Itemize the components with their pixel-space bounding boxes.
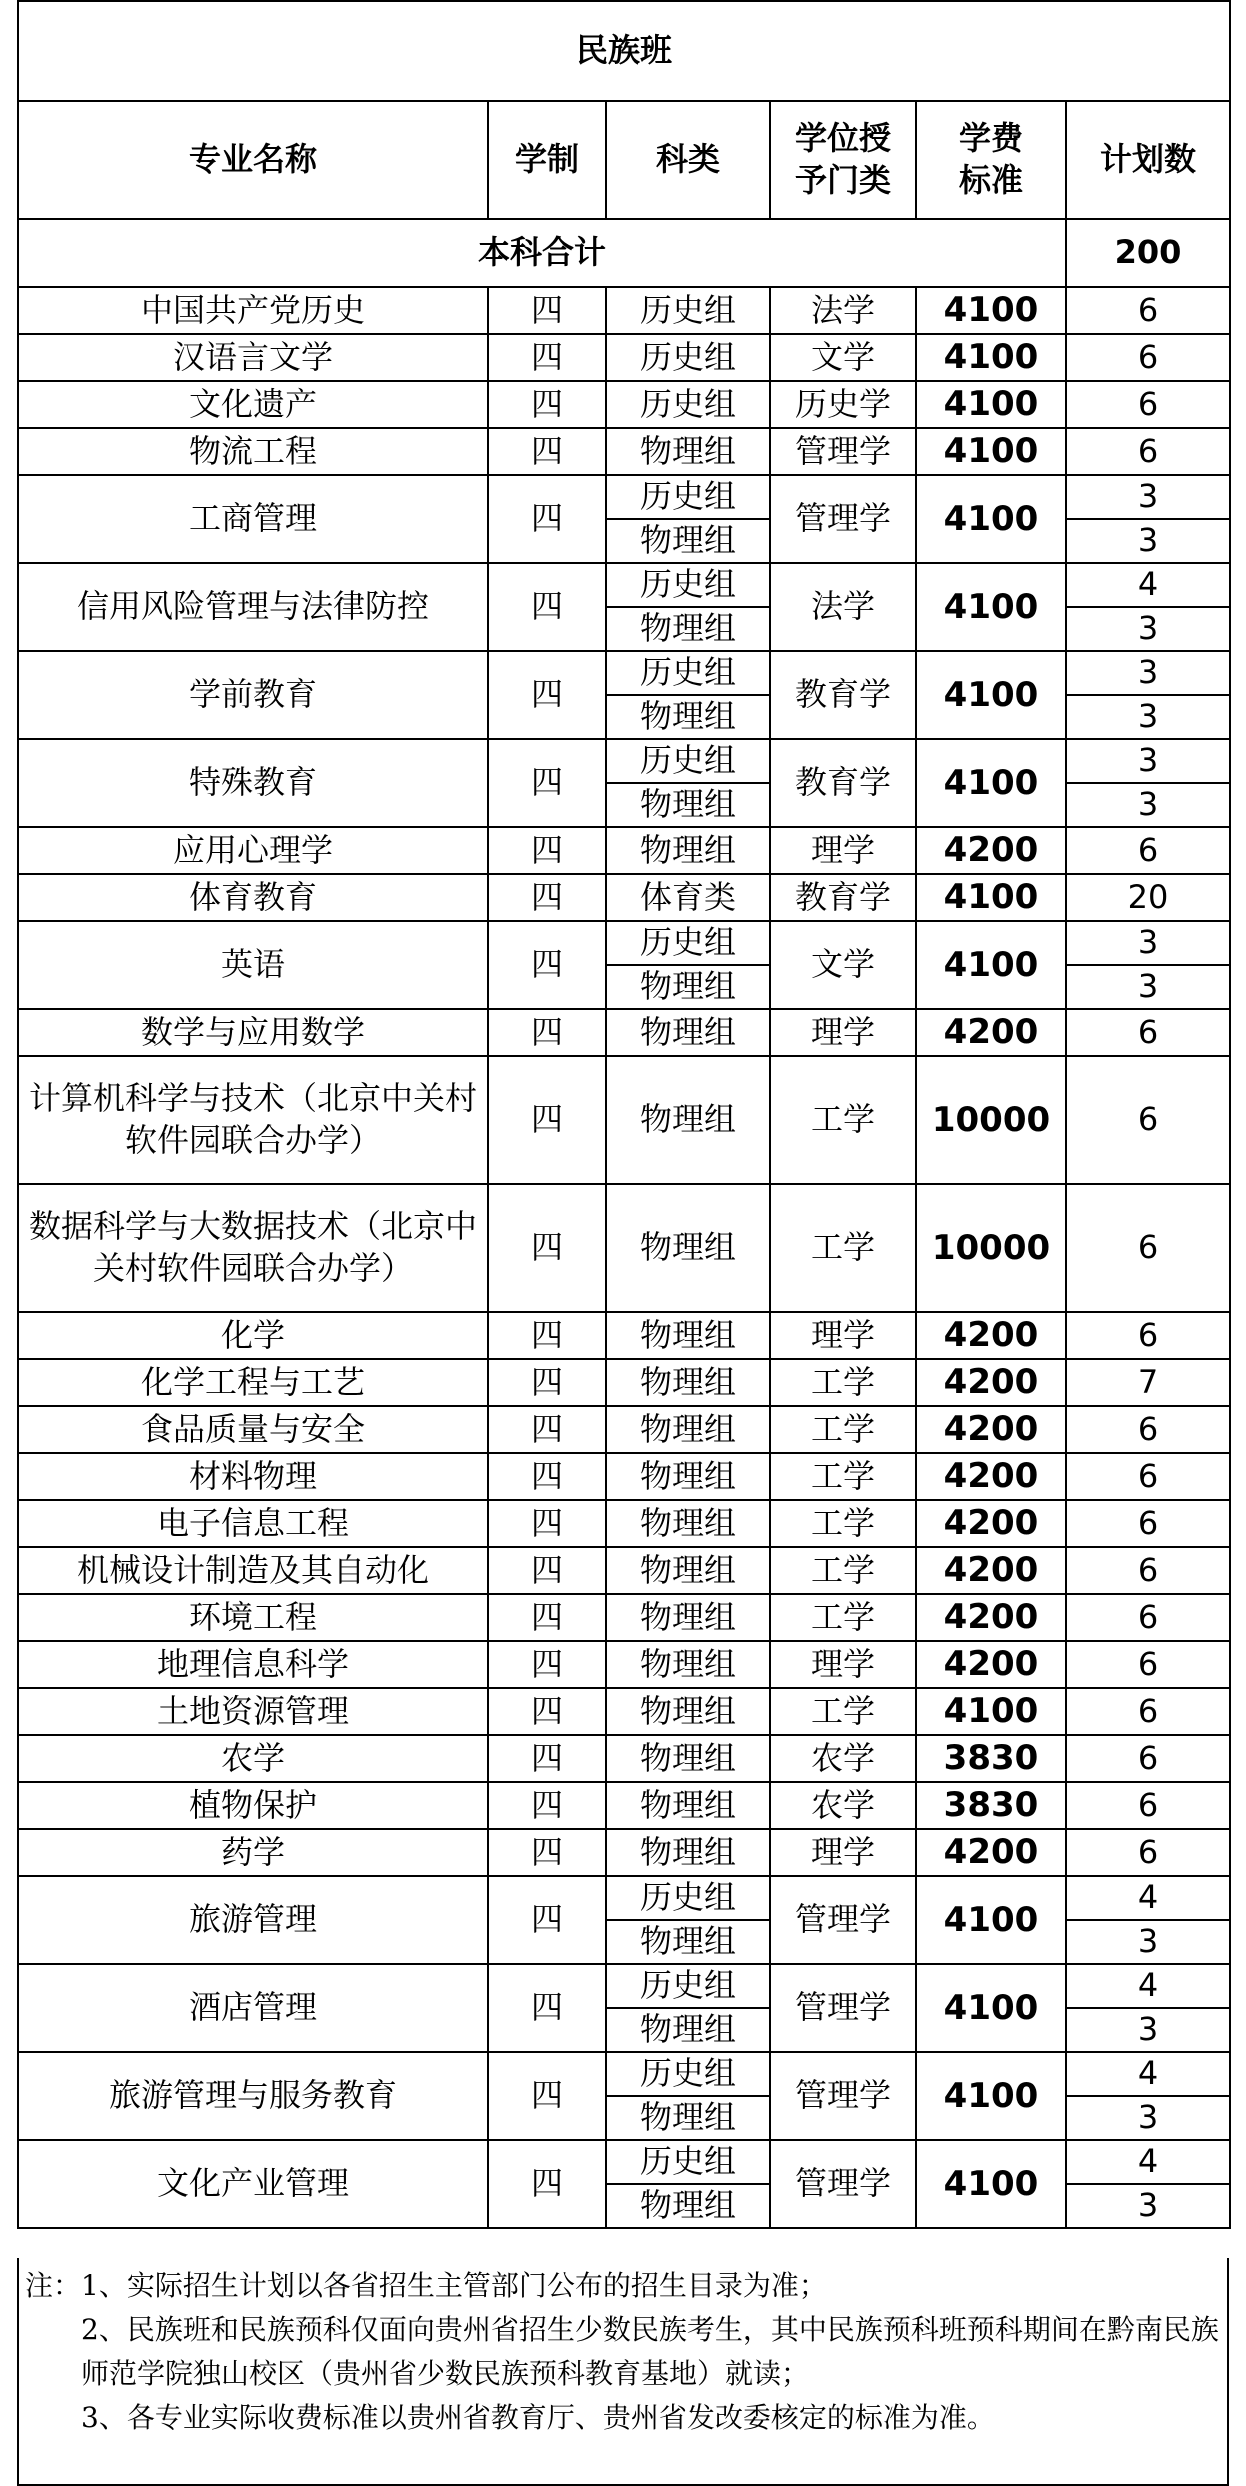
- plan-cell: 6: [1066, 1688, 1230, 1735]
- degree-cell: 工学: [770, 1688, 916, 1735]
- header-row: [18, 101, 1230, 219]
- major-cell: 药学: [18, 1829, 488, 1876]
- plan-cell: 6: [1066, 1735, 1230, 1782]
- duration-cell: 四: [488, 1688, 606, 1735]
- duration-cell: 四: [488, 1359, 606, 1406]
- fee-cell: 4200: [916, 1312, 1066, 1359]
- table-row: [18, 1688, 1230, 1735]
- category-cell: 物理组: [606, 519, 770, 563]
- plan-cell: 20: [1066, 874, 1230, 921]
- plan-cell: 3: [1066, 1920, 1230, 1964]
- plan-cell: 6: [1066, 1641, 1230, 1688]
- degree-cell: 管理学: [770, 1876, 916, 1964]
- major-cell: 数学与应用数学: [18, 1009, 488, 1056]
- duration-cell: 四: [488, 287, 606, 334]
- category-cell: 历史组: [606, 475, 770, 519]
- notes-block: [17, 2258, 1229, 2486]
- duration-cell: 四: [488, 874, 606, 921]
- duration-cell: 四: [488, 1547, 606, 1594]
- duration-cell: 四: [488, 475, 606, 563]
- category-cell: 物理组: [606, 1500, 770, 1547]
- category-cell: 物理组: [606, 1009, 770, 1056]
- major-cell: 汉语言文学: [18, 334, 488, 381]
- degree-cell: 工学: [770, 1184, 916, 1312]
- major-cell: 体育教育: [18, 874, 488, 921]
- degree-cell: 教育学: [770, 739, 916, 827]
- degree-cell: 理学: [770, 1641, 916, 1688]
- fee-cell: 4100: [916, 739, 1066, 827]
- category-cell: 历史组: [606, 381, 770, 428]
- duration-cell: 四: [488, 1453, 606, 1500]
- category-cell: 物理组: [606, 1359, 770, 1406]
- duration-cell: 四: [488, 921, 606, 1009]
- fee-cell: 4200: [916, 1406, 1066, 1453]
- plan-cell: 3: [1066, 651, 1230, 695]
- total-value: 200: [1066, 219, 1230, 287]
- degree-cell: 农学: [770, 1735, 916, 1782]
- fee-cell: 4100: [916, 428, 1066, 475]
- degree-cell: 农学: [770, 1782, 916, 1829]
- duration-cell: 四: [488, 1829, 606, 1876]
- category-cell: 物理组: [606, 827, 770, 874]
- duration-cell: 四: [488, 1312, 606, 1359]
- category-cell: 物理组: [606, 607, 770, 651]
- plan-cell: 6: [1066, 827, 1230, 874]
- major-cell: 学前教育: [18, 651, 488, 739]
- fee-cell: 4100: [916, 2140, 1066, 2228]
- fee-cell: 4200: [916, 1547, 1066, 1594]
- major-cell: 食品质量与安全: [18, 1406, 488, 1453]
- degree-cell: 教育学: [770, 651, 916, 739]
- plan-cell: 3: [1066, 2008, 1230, 2052]
- major-cell: 物流工程: [18, 428, 488, 475]
- table-row: [18, 1782, 1230, 1829]
- plan-cell: 6: [1066, 428, 1230, 475]
- plan-cell: 6: [1066, 1500, 1230, 1547]
- fee-cell: 4100: [916, 563, 1066, 651]
- plan-cell: 4: [1066, 2140, 1230, 2184]
- degree-cell: 工学: [770, 1453, 916, 1500]
- plan-cell: 6: [1066, 1829, 1230, 1876]
- category-cell: 物理组: [606, 428, 770, 475]
- major-cell: 旅游管理: [18, 1876, 488, 1964]
- degree-cell: 工学: [770, 1547, 916, 1594]
- table-row: [18, 1184, 1230, 1312]
- degree-cell: 工学: [770, 1594, 916, 1641]
- plan-cell: 3: [1066, 921, 1230, 965]
- major-cell: 环境工程: [18, 1594, 488, 1641]
- table-row: [18, 287, 1230, 334]
- plan-cell: 4: [1066, 1964, 1230, 2008]
- table-row: [18, 428, 1230, 475]
- duration-cell: 四: [488, 1594, 606, 1641]
- major-cell: 土地资源管理: [18, 1688, 488, 1735]
- category-cell: 物理组: [606, 2184, 770, 2228]
- enrollment-table: [17, 0, 1231, 2229]
- fee-cell: 4100: [916, 1688, 1066, 1735]
- degree-cell: 工学: [770, 1359, 916, 1406]
- header-duration: 学制: [488, 101, 606, 219]
- fee-cell: 4100: [916, 651, 1066, 739]
- major-cell: 机械设计制造及其自动化: [18, 1547, 488, 1594]
- duration-cell: 四: [488, 1641, 606, 1688]
- major-cell: 文化产业管理: [18, 2140, 488, 2228]
- category-cell: 物理组: [606, 695, 770, 739]
- table-row: [18, 827, 1230, 874]
- plan-cell: 6: [1066, 1547, 1230, 1594]
- table-title: 民族班: [18, 1, 1230, 101]
- table-row: [18, 1735, 1230, 1782]
- major-cell: 农学: [18, 1735, 488, 1782]
- degree-cell: 管理学: [770, 2052, 916, 2140]
- category-cell: 历史组: [606, 1964, 770, 2008]
- category-cell: 物理组: [606, 2008, 770, 2052]
- degree-cell: 文学: [770, 334, 916, 381]
- duration-cell: 四: [488, 1056, 606, 1184]
- duration-cell: 四: [488, 1500, 606, 1547]
- degree-cell: 文学: [770, 921, 916, 1009]
- duration-cell: 四: [488, 381, 606, 428]
- major-cell: 英语: [18, 921, 488, 1009]
- category-cell: 物理组: [606, 1594, 770, 1641]
- category-cell: 历史组: [606, 2052, 770, 2096]
- duration-cell: 四: [488, 651, 606, 739]
- duration-cell: 四: [488, 1406, 606, 1453]
- major-cell: 材料物理: [18, 1453, 488, 1500]
- duration-cell: 四: [488, 2052, 606, 2140]
- category-cell: 物理组: [606, 1406, 770, 1453]
- category-cell: 物理组: [606, 1453, 770, 1500]
- category-cell: 物理组: [606, 1782, 770, 1829]
- plan-cell: 3: [1066, 607, 1230, 651]
- plan-cell: 3: [1066, 695, 1230, 739]
- fee-cell: 4100: [916, 381, 1066, 428]
- table-row: [18, 2052, 1230, 2096]
- table-row: [18, 1547, 1230, 1594]
- degree-cell: 理学: [770, 1829, 916, 1876]
- plan-cell: 3: [1066, 739, 1230, 783]
- category-cell: 历史组: [606, 651, 770, 695]
- category-cell: 物理组: [606, 1056, 770, 1184]
- major-cell: 化学工程与工艺: [18, 1359, 488, 1406]
- category-cell: 物理组: [606, 1920, 770, 1964]
- major-cell: 电子信息工程: [18, 1500, 488, 1547]
- fee-cell: 4100: [916, 1876, 1066, 1964]
- table-row: [18, 334, 1230, 381]
- table-row: [18, 739, 1230, 783]
- major-cell: 数据科学与大数据技术（北京中 关村软件园联合办学）: [18, 1184, 488, 1312]
- major-cell: 地理信息科学: [18, 1641, 488, 1688]
- header-category: 科类: [606, 101, 770, 219]
- table-row: [18, 1406, 1230, 1453]
- header-major: 专业名称: [18, 101, 488, 219]
- fee-cell: 4200: [916, 1009, 1066, 1056]
- category-cell: 历史组: [606, 1876, 770, 1920]
- category-cell: 历史组: [606, 921, 770, 965]
- duration-cell: 四: [488, 563, 606, 651]
- major-cell: 应用心理学: [18, 827, 488, 874]
- table-row: [18, 1876, 1230, 1920]
- plan-cell: 6: [1066, 1184, 1230, 1312]
- plan-cell: 6: [1066, 287, 1230, 334]
- degree-cell: 理学: [770, 827, 916, 874]
- table-row: [18, 921, 1230, 965]
- degree-cell: 法学: [770, 563, 916, 651]
- note-1: 注：1、实际招生计划以各省招生主管部门公布的招生目录为准；: [25, 2269, 827, 2302]
- plan-cell: 6: [1066, 1594, 1230, 1641]
- total-label: 本科合计: [18, 219, 1066, 287]
- fee-cell: 4100: [916, 874, 1066, 921]
- table-row: [18, 874, 1230, 921]
- major-cell: 旅游管理与服务教育: [18, 2052, 488, 2140]
- duration-cell: 四: [488, 2140, 606, 2228]
- degree-cell: 法学: [770, 287, 916, 334]
- duration-cell: 四: [488, 1009, 606, 1056]
- table-row: [18, 563, 1230, 607]
- table-row: [18, 1056, 1230, 1184]
- category-cell: 物理组: [606, 1184, 770, 1312]
- fee-cell: 4100: [916, 921, 1066, 1009]
- plan-cell: 3: [1066, 965, 1230, 1009]
- plan-cell: 6: [1066, 381, 1230, 428]
- fee-cell: 4200: [916, 827, 1066, 874]
- fee-cell: 4100: [916, 334, 1066, 381]
- fee-cell: 4100: [916, 475, 1066, 563]
- table-row: [18, 1594, 1230, 1641]
- note-2: 2、民族班和民族预科仅面向贵州省招生少数民族考生，其中民族预科班预科期间在黔南民族师范学院独山校区（贵州省少数民族预科教育基地）就读；: [81, 2313, 1219, 2390]
- category-cell: 物理组: [606, 1312, 770, 1359]
- table-row: [18, 1009, 1230, 1056]
- degree-cell: 理学: [770, 1009, 916, 1056]
- duration-cell: 四: [488, 1782, 606, 1829]
- major-cell: 文化遗产: [18, 381, 488, 428]
- category-cell: 物理组: [606, 783, 770, 827]
- fee-cell: 4200: [916, 1641, 1066, 1688]
- degree-cell: 工学: [770, 1406, 916, 1453]
- table-row: [18, 1641, 1230, 1688]
- degree-cell: 管理学: [770, 428, 916, 475]
- degree-cell: 工学: [770, 1056, 916, 1184]
- plan-cell: 3: [1066, 475, 1230, 519]
- header-fee: 学费 标准: [916, 101, 1066, 219]
- degree-cell: 工学: [770, 1500, 916, 1547]
- duration-cell: 四: [488, 1964, 606, 2052]
- major-cell: 中国共产党历史: [18, 287, 488, 334]
- plan-cell: 4: [1066, 563, 1230, 607]
- fee-cell: 4100: [916, 2052, 1066, 2140]
- table-row: [18, 381, 1230, 428]
- table-row: [18, 1359, 1230, 1406]
- plan-cell: 3: [1066, 783, 1230, 827]
- plan-cell: 6: [1066, 1453, 1230, 1500]
- total-row: [18, 219, 1230, 287]
- table-row: [18, 475, 1230, 519]
- major-cell: 化学: [18, 1312, 488, 1359]
- table-row: [18, 651, 1230, 695]
- table-row: [18, 1964, 1230, 2008]
- duration-cell: 四: [488, 1184, 606, 1312]
- duration-cell: 四: [488, 428, 606, 475]
- table-row: [18, 1500, 1230, 1547]
- note-3: 3、各专业实际收费标准以贵州省教育厅、贵州省发改委核定的标准为准。: [81, 2401, 995, 2434]
- plan-cell: 7: [1066, 1359, 1230, 1406]
- enrollment-table-container: [17, 0, 1229, 2229]
- table-row: [18, 2140, 1230, 2184]
- category-cell: 历史组: [606, 334, 770, 381]
- degree-cell: 管理学: [770, 1964, 916, 2052]
- fee-cell: 4200: [916, 1829, 1066, 1876]
- header-degree: 学位授 予门类: [770, 101, 916, 219]
- degree-cell: 历史学: [770, 381, 916, 428]
- category-cell: 物理组: [606, 1735, 770, 1782]
- plan-cell: 6: [1066, 1312, 1230, 1359]
- fee-cell: 4200: [916, 1500, 1066, 1547]
- plan-cell: 6: [1066, 334, 1230, 381]
- category-cell: 历史组: [606, 563, 770, 607]
- category-cell: 历史组: [606, 287, 770, 334]
- plan-cell: 4: [1066, 2052, 1230, 2096]
- table-row: [18, 1453, 1230, 1500]
- category-cell: 物理组: [606, 965, 770, 1009]
- plan-cell: 3: [1066, 2184, 1230, 2228]
- category-cell: 物理组: [606, 1547, 770, 1594]
- plan-cell: 4: [1066, 1876, 1230, 1920]
- fee-cell: 3830: [916, 1735, 1066, 1782]
- table-row: [18, 1312, 1230, 1359]
- duration-cell: 四: [488, 1735, 606, 1782]
- category-cell: 历史组: [606, 2140, 770, 2184]
- degree-cell: 管理学: [770, 475, 916, 563]
- category-cell: 体育类: [606, 874, 770, 921]
- major-cell: 计算机科学与技术（北京中关村 软件园联合办学）: [18, 1056, 488, 1184]
- fee-cell: 10000: [916, 1056, 1066, 1184]
- plan-cell: 6: [1066, 1056, 1230, 1184]
- category-cell: 物理组: [606, 1641, 770, 1688]
- degree-cell: 理学: [770, 1312, 916, 1359]
- major-cell: 酒店管理: [18, 1964, 488, 2052]
- fee-cell: 10000: [916, 1184, 1066, 1312]
- plan-cell: 6: [1066, 1782, 1230, 1829]
- major-cell: 工商管理: [18, 475, 488, 563]
- category-cell: 物理组: [606, 2096, 770, 2140]
- category-cell: 物理组: [606, 1688, 770, 1735]
- fee-cell: 4200: [916, 1359, 1066, 1406]
- degree-cell: 管理学: [770, 2140, 916, 2228]
- duration-cell: 四: [488, 827, 606, 874]
- major-cell: 特殊教育: [18, 739, 488, 827]
- degree-cell: 教育学: [770, 874, 916, 921]
- category-cell: 物理组: [606, 1829, 770, 1876]
- major-cell: 植物保护: [18, 1782, 488, 1829]
- plan-cell: 6: [1066, 1009, 1230, 1056]
- category-cell: 历史组: [606, 739, 770, 783]
- major-cell: 信用风险管理与法律防控: [18, 563, 488, 651]
- duration-cell: 四: [488, 1876, 606, 1964]
- fee-cell: 4100: [916, 287, 1066, 334]
- fee-cell: 3830: [916, 1782, 1066, 1829]
- header-plan: 计划数: [1066, 101, 1230, 219]
- table-row: [18, 1829, 1230, 1876]
- duration-cell: 四: [488, 334, 606, 381]
- fee-cell: 4200: [916, 1453, 1066, 1500]
- fee-cell: 4100: [916, 1964, 1066, 2052]
- plan-cell: 3: [1066, 519, 1230, 563]
- duration-cell: 四: [488, 739, 606, 827]
- plan-cell: 3: [1066, 2096, 1230, 2140]
- fee-cell: 4200: [916, 1594, 1066, 1641]
- plan-cell: 6: [1066, 1406, 1230, 1453]
